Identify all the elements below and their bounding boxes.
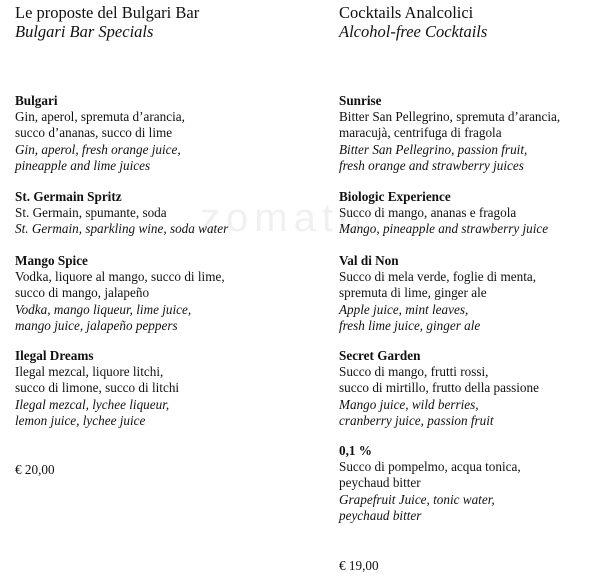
drink-ingredients-it: maracujà, centrifuga di fragola [339, 125, 502, 141]
drink-name: 0,1 % [339, 443, 372, 458]
drink-name: Mango Spice [15, 253, 88, 268]
drink-ingredients-en: Bitter San Pellegrino, passion fruit, [339, 141, 528, 157]
drink-ingredients-en: pineapple and lime juices [15, 157, 151, 173]
watermark: zomato [200, 196, 368, 240]
drink-ingredients-it: St. Germain, spumante, soda [15, 205, 167, 221]
drink-name: Biologic Experience [339, 189, 451, 204]
drink-ingredients-en: Mango juice, wild berries, [339, 396, 479, 412]
drink-ingredients-it: succo d’ananas, succo di lime [15, 125, 173, 141]
drink-ingredients-en: Grapefruit Juice, tonic water, [339, 491, 495, 507]
drink-ingredients-en: fresh orange and strawberry juices [339, 157, 524, 173]
drink-item [339, 348, 600, 429]
drink-item [15, 189, 305, 238]
drink-name: Secret Garden [339, 348, 421, 363]
drink-ingredients-it: Ilegal mezcal, liquore litchi, [15, 364, 164, 380]
drink-ingredients-en: Apple juice, mint leaves, [339, 301, 469, 317]
drink-ingredients-en: lemon juice, lychee juice [15, 412, 146, 428]
drink-name: Val di Non [339, 253, 399, 268]
drink-ingredients-en: peychaud bitter [339, 507, 422, 523]
drink-ingredients-it: peychaud bitter [339, 475, 421, 491]
section-title: Le proposte del Bulgari Bar [15, 3, 200, 22]
drink-ingredients-en: Gin, aperol, fresh orange juice, [15, 141, 181, 157]
drink-ingredients-en: Vodka, mango liqueur, lime juice, [15, 301, 192, 317]
drink-ingredients-en: cranberry juice, passion fruit [339, 412, 494, 428]
drink-item [339, 253, 600, 334]
drink-ingredients-it: Vodka, liquore al mango, succo di lime, [15, 269, 225, 285]
drink-ingredients-en: St. Germain, sparkling wine, soda water [15, 221, 229, 237]
drink-item [339, 189, 600, 238]
drink-ingredients-en: fresh lime juice, ginger ale [339, 317, 481, 333]
drink-name: Bulgari [15, 93, 58, 108]
drink-ingredients-en: Mango, pineapple and strawberry juice [339, 221, 549, 237]
drink-name: Sunrise [339, 93, 382, 108]
drink-ingredients-it: succo di mango, jalapeño [15, 285, 150, 301]
drink-ingredients-it: succo di limone, succo di litchi [15, 380, 180, 396]
drink-ingredients-it: spremuta di lime, ginger ale [339, 285, 487, 301]
drink-ingredients-it: Gin, aperol, spremuta d’arancia, [15, 109, 185, 125]
drink-ingredients-it: Bitter San Pellegrino, spremuta d’arancia, [339, 109, 561, 125]
bar-specials-header [15, 3, 199, 41]
drink-item [15, 348, 305, 429]
drink-ingredients-it: Succo di mela verde, foglie di menta, [339, 269, 537, 285]
drink-ingredients-en: mango juice, jalapeño peppers [15, 317, 178, 333]
drink-item [339, 93, 600, 174]
drink-item [339, 443, 600, 524]
section-title: Cocktails Analcolici [339, 3, 474, 22]
price: € 19,00 [339, 558, 379, 573]
alcohol-free-header [339, 3, 487, 41]
section-subtitle: Alcohol-free Cocktails [339, 22, 488, 41]
drink-ingredients-it: Succo di mango, ananas e fragola [339, 205, 517, 221]
drink-ingredients-it: Succo di pompelmo, acqua tonica, [339, 459, 521, 475]
price: € 20,00 [15, 462, 55, 477]
drink-ingredients-it: Succo di mango, frutti rossi, [339, 364, 489, 380]
drink-item [15, 93, 305, 174]
section-subtitle: Bulgari Bar Specials [15, 22, 154, 41]
drink-item [15, 253, 305, 334]
drink-name: St. Germain Spritz [15, 189, 122, 204]
drink-ingredients-en: Ilegal mezcal, lychee liqueur, [15, 396, 170, 412]
drink-ingredients-it: succo di mirtillo, frutto della passione [339, 380, 539, 396]
drink-name: Ilegal Dreams [15, 348, 94, 363]
